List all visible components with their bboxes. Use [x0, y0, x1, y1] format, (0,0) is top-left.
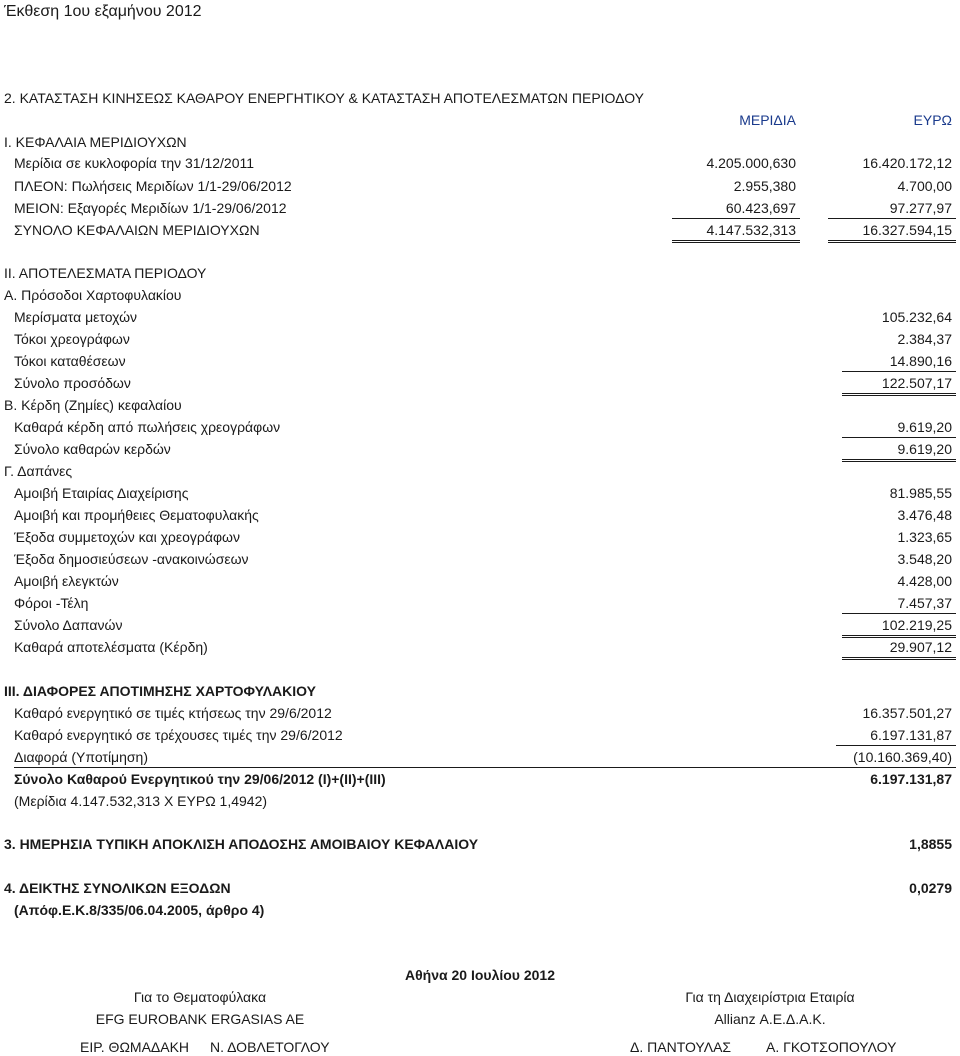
gains-row-value: 9.619,20	[897, 419, 952, 435]
valuation-row-value: 6.197.131,87	[870, 727, 952, 743]
income-total-rule	[842, 393, 956, 396]
income-row-value: 105.232,64	[881, 309, 952, 325]
net-assets-value: 6.197.131,87	[870, 771, 952, 787]
capital-total-units: 4.147.532,313	[706, 222, 796, 238]
net-results-value: 29.907,12	[889, 639, 952, 655]
expenses-heading: Γ. Δαπάνες	[4, 463, 73, 479]
custodian-signatory-1: ΕΙΡ. ΘΩΜΑΔΑΚΗ	[80, 1039, 190, 1055]
income-row-value: 14.890,16	[889, 353, 952, 369]
capital-row-units: 2.955,380	[733, 178, 796, 194]
gains-total-value: 9.619,20	[897, 441, 952, 457]
valuation-row-label: Καθαρό ενεργητικό σε τρέχουσες τιμές την 29/6/2012	[14, 727, 343, 743]
custodian-signatory-2: Ν. ΔΟΒΛΕΤΟΓΛΟΥ	[210, 1039, 330, 1055]
capital-row-units: 4.205.000,630	[706, 155, 796, 171]
income-subtotal-rule	[842, 371, 956, 372]
section-4-label: 4. ΔΕΙΚΤΗΣ ΣΥΝΟΛΙΚΩΝ ΕΞΟΔΩΝ	[4, 880, 231, 896]
expenses-subtotal-rule	[842, 613, 956, 614]
column-header-units: ΜΕΡΙΔΙΑ	[739, 112, 796, 128]
euro-total-rule	[828, 240, 956, 243]
capital-row-label: ΜΕΙΟΝ: Εξαγορές Μεριδίων 1/1-29/06/2012	[14, 200, 287, 216]
valuation-diff-label: Διαφορά (Υποτίμηση)	[14, 749, 148, 765]
units-total-rule	[672, 240, 800, 243]
expense-row-label: Φόροι -Τέλη	[14, 595, 89, 611]
gains-row-label: Καθαρά κέρδη από πωλήσεις χρεογράφων	[14, 419, 281, 435]
gains-total-rule	[842, 459, 956, 462]
capital-row-label: ΠΛΕΟΝ: Πωλήσεις Μεριδίων 1/1-29/06/2012	[14, 178, 292, 194]
net-assets-rule	[14, 767, 956, 768]
valuation-diff-value: (10.160.369,40)	[853, 749, 952, 765]
expense-row-label: Έξοδα δημοσιεύσεων -ανακοινώσεων	[14, 551, 249, 567]
income-total-label: Σύνολο προσόδων	[14, 375, 131, 391]
valuation-subtotal-rule	[836, 745, 956, 746]
results-heading: ΙΙ. ΑΠΟΤΕΛΕΣΜΑΤΑ ΠΕΡΙΟΔΟΥ	[4, 265, 207, 281]
expenses-total-label: Σύνολο Δαπανών	[14, 617, 123, 633]
expense-row-value: 81.985,55	[889, 485, 952, 501]
capital-heading: Ι. ΚΕΦΑΛΑΙΑ ΜΕΡΙΔΙΟΥΧΩΝ	[4, 134, 187, 150]
section-3-value: 1,8855	[909, 836, 952, 852]
income-row-label: Τόκοι καταθέσεων	[14, 353, 126, 369]
custodian-label: Για το Θεματοφύλακα	[133, 989, 267, 1005]
net-assets-label: Σύνολο Καθαρού Ενεργητικού την 29/06/2012 (Ι)+(ΙΙ)+(ΙΙΙ)	[14, 771, 386, 787]
capital-row-euro: 16.420.172,12	[862, 155, 952, 171]
expense-row-value: 7.457,37	[897, 595, 952, 611]
expense-row-label: Αμοιβή ελεγκτών	[14, 573, 119, 589]
valuation-row-value: 16.357.501,27	[862, 705, 952, 721]
expense-row-value: 1.323,65	[897, 529, 952, 545]
expense-row-label: Έξοδα συμμετοχών και χρεογράφων	[14, 529, 240, 545]
expenses-total-value: 102.219,25	[881, 617, 952, 633]
units-note: (Μερίδια 4.147.532,313 Χ ΕΥΡΩ 1,4942)	[14, 793, 268, 809]
income-row-label: Μερίσματα μετοχών	[14, 309, 138, 325]
manager-signatory-2: Α. ΓΚΟΤΣΟΠΟΥΛΟΥ	[766, 1039, 897, 1055]
capital-row-euro: 4.700,00	[897, 178, 952, 194]
income-row-value: 2.384,37	[897, 331, 952, 347]
valuation-heading: ΙΙΙ. ΔΙΑΦΟΡΕΣ ΑΠΟΤΙΜΗΣΗΣ ΧΑΡΤΟΦΥΛΑΚΙΟΥ	[4, 683, 316, 699]
capital-row-label: Μερίδια σε κυκλοφορία την 31/12/2011	[14, 155, 255, 171]
expense-row-label: Αμοιβή και προμήθειες Θεματοφυλακής	[14, 507, 259, 523]
gains-subtotal-rule	[842, 437, 956, 438]
units-subtotal-rule	[672, 218, 800, 219]
income-row-label: Τόκοι χρεογράφων	[14, 331, 130, 347]
manager-signatory-1: Δ. ΠΑΝΤΟΥΛΑΣ	[630, 1039, 732, 1055]
expense-row-value: 4.428,00	[897, 573, 952, 589]
expenses-total-rule	[842, 635, 956, 638]
capital-row-euro: 97.277,97	[889, 200, 952, 216]
section-3-label: 3. ΗΜΕΡΗΣΙΑ ΤΥΠΙΚΗ ΑΠΟΚΛΙΣΗ ΑΠΟΔΟΣΗΣ ΑΜΟΙΒΑΙΟΥ ΚΕΦΑΛΑΙΟΥ	[4, 836, 479, 852]
expense-row-value: 3.476,48	[897, 507, 952, 523]
capital-total-euro: 16.327.594,15	[862, 222, 952, 238]
income-heading: Α. Πρόσοδοι Χαρτοφυλακίου	[4, 287, 182, 303]
custodian-org: EFG EUROBANK ERGASIAS AE	[95, 1011, 305, 1027]
expense-row-value: 3.548,20	[897, 551, 952, 567]
net-results-rule	[842, 657, 956, 660]
gains-heading: Β. Κέρδη (Ζημίες) κεφαλαίου	[4, 397, 182, 413]
signature-date: Αθήνα 20 Ιουλίου 2012	[405, 967, 555, 983]
section-2-heading: 2. ΚΑΤΑΣΤΑΣΗ ΚΙΝΗΣΕΩΣ ΚΑΘΑΡΟΥ ΕΝΕΡΓΗΤΙΚΟΥ & ΚΑΤΑΣΤΑΣΗ ΑΠΟΤΕΛΕΣΜΑΤΩΝ ΠΕΡΙΟΔΟΥ	[4, 90, 644, 106]
page-title: Έκθεση 1ου εξαμήνου 2012	[4, 3, 202, 20]
expense-row-label: Αμοιβή Εταιρίας Διαχείρισης	[14, 485, 189, 501]
euro-subtotal-rule	[828, 218, 956, 219]
manager-org: Allianz Α.Ε.Δ.Α.Κ.	[714, 1011, 826, 1027]
capital-row-units: 60.423,697	[725, 200, 796, 216]
column-header-euro: ΕΥΡΩ	[913, 112, 952, 128]
net-results-label: Καθαρά αποτελέσματα (Κέρδη)	[14, 639, 208, 655]
capital-total-label: ΣΥΝΟΛΟ ΚΕΦΑΛΑΙΩΝ ΜΕΡΙΔΙΟΥΧΩΝ	[14, 222, 260, 238]
valuation-row-label: Καθαρό ενεργητικό σε τιμές κτήσεως την 29/6/2012	[14, 705, 332, 721]
section-4-value: 0,0279	[909, 880, 952, 896]
gains-total-label: Σύνολο καθαρών κερδών	[14, 441, 171, 457]
income-total-value: 122.507,17	[881, 375, 952, 391]
manager-label: Για τη Διαχειρίστρια Εταιρία	[685, 989, 855, 1005]
section-4-ref: (Απόφ.Ε.Κ.8/335/06.04.2005, άρθρο 4)	[14, 902, 265, 918]
